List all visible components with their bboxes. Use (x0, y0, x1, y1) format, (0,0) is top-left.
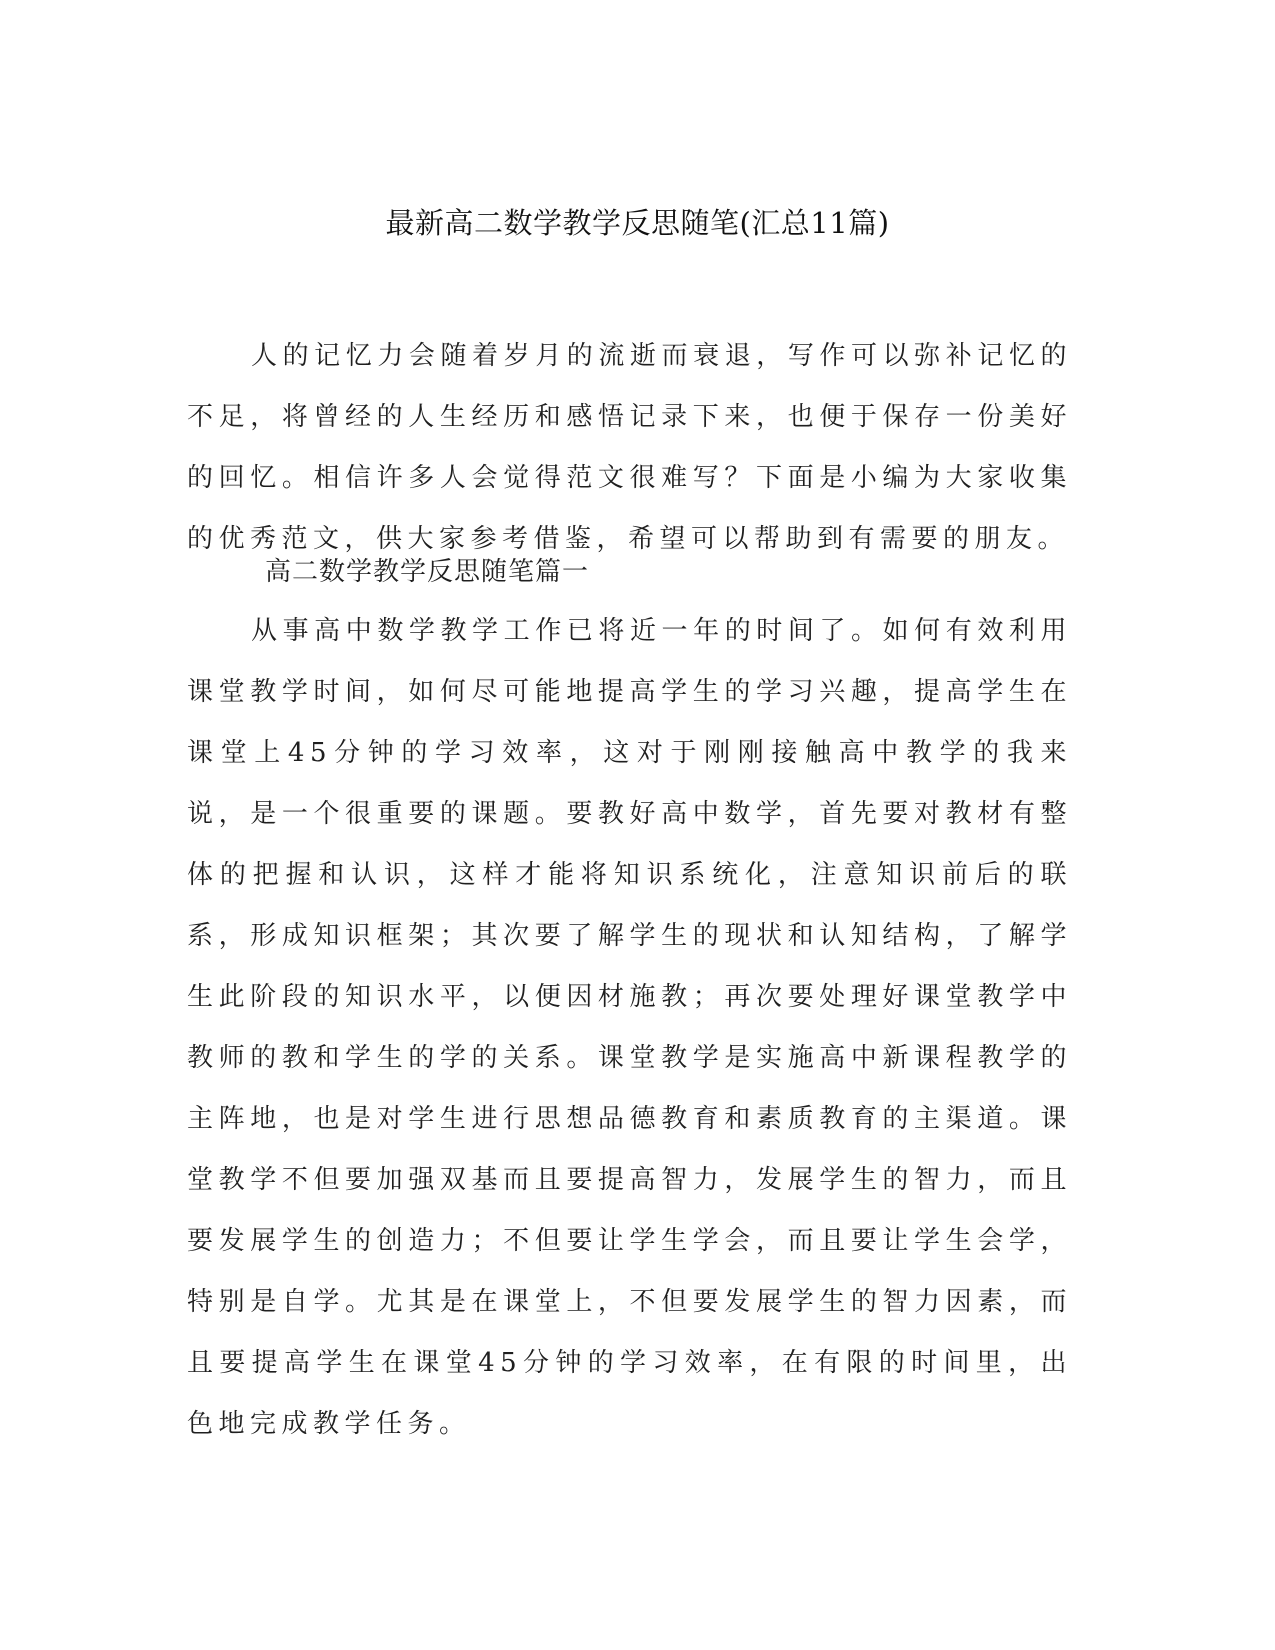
intro-paragraph: 人的记忆力会随着岁月的流逝而衰退，写作可以弥补记忆的不足，将曾经的人生经历和感悟记录下来，也便于保存一份美好的回忆。相信许多人会觉得范文很难写？下面是小编为大家收集的优秀范文，供大家参考借鉴，希望可以帮助到有需要的朋友。 (187, 341, 1072, 554)
section-body-block (187, 601, 1072, 1455)
document-title: 最新高二数学教学反思随笔(汇总11篇) (385, 206, 890, 240)
intro-block (187, 326, 1072, 570)
section-heading-block (187, 542, 1072, 603)
section-paragraph: 从事高中数学教学工作已将近一年的时间了。如何有效利用课堂教学时间，如何尽可能地提高学生的学习兴趣，提高学生在课堂上45分钟的学习效率，这对于刚刚接触高中教学的我来说，是一个很重要的课题。要教好高中数学，首先要对教材有整体的把握和认识，这样才能将知识系统化，注意知识前后的联系，形成知识框架；其次要了解学生的现状和认知结构，了解学生此阶段的知识水平，以便因材施教；再次要处理好课堂教学中教师的教和学生的学的关系。课堂教学是实施高中新课程教学的主阵地，也是对学生进行思想品德教育和素质教育的主渠道。课堂教学不但要加强双基而且要提高智力，发展学生的智力，而且要发展学生的创造力；不但要让学生学会，而且要让学生会学，特别是自学。尤其是在课堂上，不但要发展学生的智力因素，而且要提高学生在课堂45分钟的学习效率，在有限的时间里，出色地完成教学任务。 (187, 616, 1072, 1439)
section-heading: 高二数学教学反思随笔篇一 (265, 557, 590, 587)
